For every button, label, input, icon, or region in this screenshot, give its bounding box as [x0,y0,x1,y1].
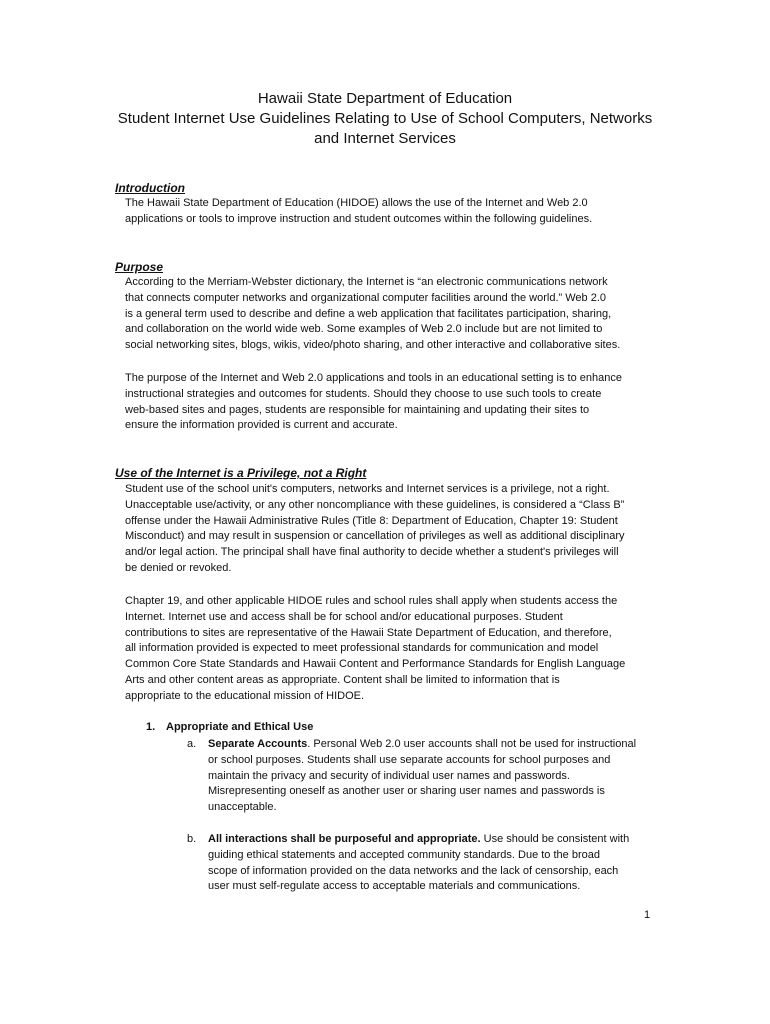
text-line: be denied or revoked. [125,561,232,574]
text-line: is a general term used to describe and define a web application that facilitates participation, sharing, [125,307,612,320]
text-line: and/or legal action. The principal shall have final authority to decide whether a student's privileges will [125,546,619,559]
introduction-paragraph [125,196,670,228]
text-line: Arts and other content areas as appropriate. Content shall be limited to information that is [125,673,560,686]
privilege-paragraph-2 [125,594,670,705]
text-line: user must self-regulate access to acceptable materials and communications. [208,880,581,893]
page-number: 1 [644,909,651,921]
text-line: Misrepresenting oneself as another user or sharing user names and passwords is [208,785,605,798]
sub-item-a [187,737,667,816]
text-line: Unacceptable use/activity, or any other noncompliance with these guidelines, is considered a “Class B” [125,498,625,511]
introduction-heading: Introduction [115,181,185,195]
text-line: . Personal Web 2.0 user accounts shall not be used for instructional [307,738,637,750]
text-line: The purpose of the Internet and Web 2.0 applications and tools in an educational setting is to enhance [125,372,622,384]
text-line: that connects computer networks and organizational computer facilities around the world.” Web 2.0 [125,291,606,304]
purpose-heading: Purpose [115,260,164,274]
text-line: and collaboration on the world wide web. Some examples of Web 2.0 include but are not limited to [125,323,603,336]
text-line: guiding ethical statements and accepted community standards. Due to the broad [208,848,600,861]
text-line: web-based sites and pages, students are responsible for maintaining and updating their sites to [125,403,590,416]
text-line: scope of information provided on the data networks and the lack of censorship, each [208,864,619,877]
item-bold-lead: All interactions shall be purposeful and appropriate. [208,833,481,845]
sub-item-b [187,832,667,895]
text-line: According to the Merriam-Webster dictionary, the Internet is “an electronic communications network [125,276,608,288]
text-line: offense under the Hawaii Administrative Rules (Title 8: Department of Education, Chapter 19: Student [125,514,618,527]
privilege-paragraph-1 [125,482,670,577]
item-bold-lead: Separate Accounts [208,738,308,750]
item-letter: a. [187,738,197,750]
text-line: contributions to sites are representative of the Hawaii State Department of Education, and therefore, [125,626,612,639]
text-line: Chapter 19, and other applicable HIDOE rules and school rules shall apply when students access the [125,595,618,607]
text-line: maintain the privacy and security of individual user names and passwords. [208,769,570,782]
text-line: ensure the information provided is current and accurate. [125,419,398,432]
privilege-heading: Use of the Internet is a Privilege, not a Right [115,466,367,480]
numbered-item-1 [146,721,313,733]
item-number: 1. [146,721,156,733]
text-line: The Hawaii State Department of Education (HIDOE) allows the use of the Internet and Web 2.0 [125,197,588,209]
item-label: Appropriate and Ethical Use [166,721,314,733]
title-line-3: and Internet Services [314,130,456,147]
title-line-1: Hawaii State Department of Education [257,90,513,107]
text-line: or school purposes. Students shall use separate accounts for school purposes and [208,753,611,766]
text-line: instructional strategies and outcomes for students. Should they choose to use such tools to create [125,387,602,400]
text-line: social networking sites, blogs, wikis, video/photo sharing, and other interactive and collaborative sites. [125,339,621,352]
text-line: all information provided is expected to meet professional standards for communication and model [125,642,599,655]
item-letter: b. [187,833,197,845]
text-line: unacceptable. [208,801,277,814]
document-title [100,89,670,149]
title-line-2: Student Internet Use Guidelines Relating to Use of School Computers, Networks [117,110,653,127]
text-line: applications or tools to improve instruction and student outcomes within the following guidelines. [125,212,593,225]
text-line: Internet. Internet use and access shall be for school and/or educational purposes. Student [125,610,563,623]
text-line: appropriate to the educational mission of HIDOE. [125,689,365,702]
text-line: Misconduct) and may result in suspension or cancellation of privileges as well as additional disciplinary [125,530,625,543]
purpose-paragraph-2 [125,371,670,434]
text-line: Student use of the school unit's computers, networks and Internet services is a privilege, not a right. [125,483,610,495]
text-line: Common Core State Standards and Hawaii Content and Performance Standards for English Language [125,658,626,671]
text-line: Use should be consistent with [480,833,630,845]
purpose-paragraph-1 [125,275,670,354]
